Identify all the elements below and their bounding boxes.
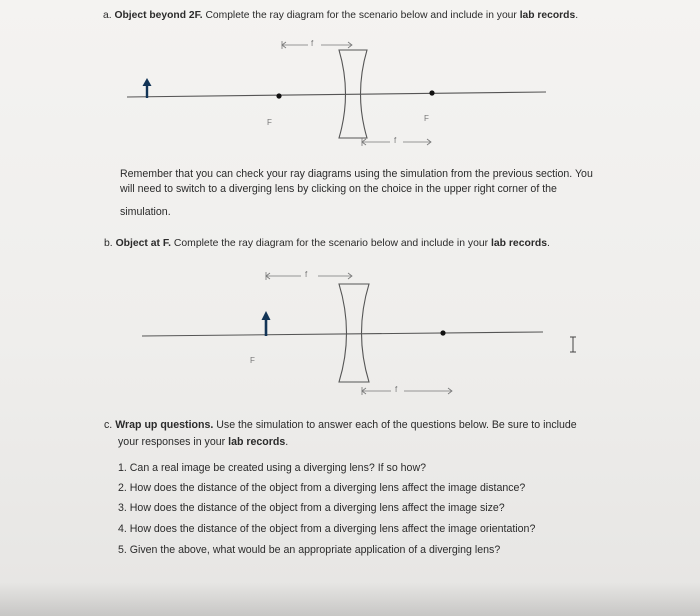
object-arrow-b	[262, 311, 271, 336]
focal-label-left-b: F	[250, 356, 255, 365]
focal-point-left-a	[276, 93, 281, 98]
f-label-top-a: f	[311, 39, 314, 48]
section-c-lab-records: lab records	[228, 436, 286, 448]
question-4: 4. How does the distance of the object from a diverging lens affect the image orientation?	[118, 523, 536, 535]
focal-label-left-a: F	[267, 118, 272, 127]
section-c-title: Wrap up questions.	[115, 419, 214, 431]
section-b-end: .	[547, 238, 550, 249]
section-a-lab-records: lab records	[519, 10, 576, 21]
section-b-heading	[104, 237, 550, 250]
question-2: 2. How does the distance of the object from a diverging lens affect the image distance?	[118, 482, 526, 494]
principal-axis-a	[127, 92, 546, 97]
f-label-bottom-b: f	[395, 385, 398, 394]
focal-length-marker-top-a	[282, 41, 352, 49]
section-b-letter: b.	[104, 238, 113, 249]
section-b-lab-records: lab records	[490, 238, 548, 249]
focal-label-right-a: F	[424, 114, 429, 123]
reminder-line-1: Remember that you can check your ray diagrams using the simulation from the previous section. You	[120, 168, 593, 180]
f-label-bottom-a: f	[394, 136, 397, 145]
object-arrow-a	[143, 78, 152, 98]
reminder-line-3: simulation.	[120, 206, 171, 218]
focal-point-right-b	[440, 330, 445, 335]
section-a-letter: a.	[103, 10, 112, 21]
question-3: 3. How does the distance of the object from a diverging lens affect the image size?	[118, 502, 505, 514]
section-c-letter: c.	[104, 419, 113, 431]
f-label-top-b: f	[305, 270, 308, 279]
section-a-title: Object beyond 2F.	[114, 10, 203, 21]
question-1: 1. Can a real image be created using a diverging lens? If so how?	[118, 462, 426, 474]
reminder-line-2: will need to switch to a diverging lens by clicking on the choice in the upper right corner of the	[120, 183, 557, 195]
text-cursor-icon	[570, 337, 576, 352]
focal-length-marker-top-b	[266, 272, 352, 280]
section-a-text: Complete the ray diagram for the scenario below and include in your	[202, 10, 520, 21]
section-a-end: .	[575, 10, 579, 21]
diverging-lens-b	[339, 284, 369, 382]
section-b-text: Complete the ray diagram for the scenario below and include in your	[171, 238, 491, 249]
question-5: 5. Given the above, what would be an appropriate application of a diverging lens?	[118, 544, 501, 556]
principal-axis-b	[142, 332, 543, 336]
section-c-heading	[104, 419, 577, 432]
focal-length-marker-bottom-b	[362, 387, 452, 395]
section-c-line-2	[118, 436, 288, 449]
section-b-title: Object at F.	[115, 238, 171, 249]
focal-length-marker-bottom-a	[362, 138, 431, 146]
section-c-line1-text: Use the simulation to answer each of the questions below. Be sure to include	[213, 419, 577, 431]
focal-point-right-a	[429, 90, 434, 95]
section-c-line2-text: your responses in your	[118, 436, 229, 448]
section-c-line2-end: .	[285, 436, 289, 448]
